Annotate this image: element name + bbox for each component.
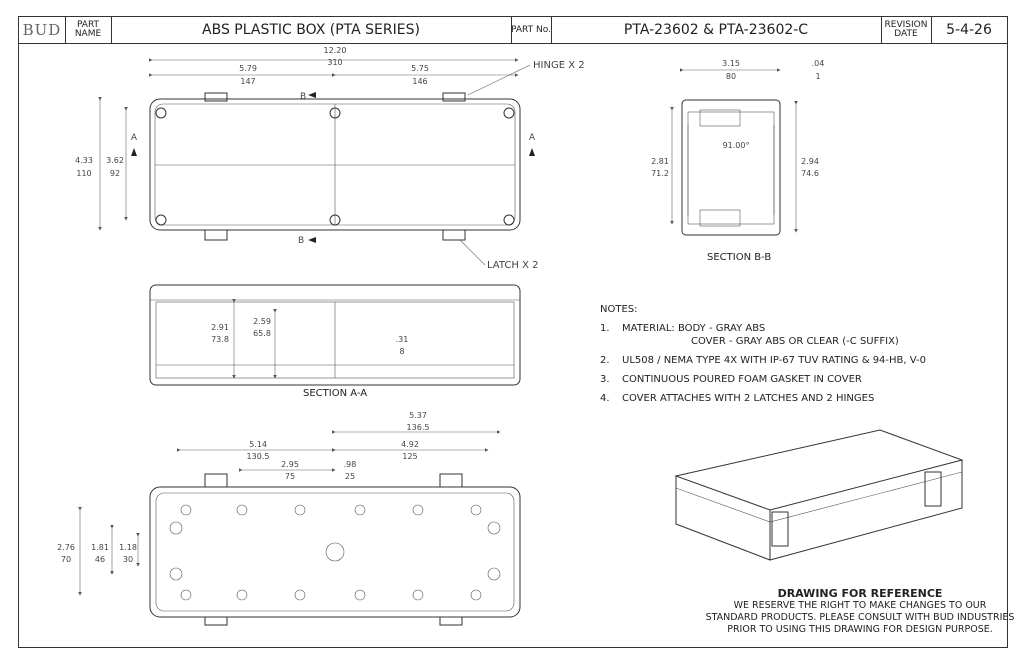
bb-h1-mm: 71.2 bbox=[651, 169, 669, 178]
top-view bbox=[75, 46, 585, 271]
aa-d1: 2.91 bbox=[211, 323, 229, 332]
section-aa-view bbox=[150, 285, 520, 385]
latch-callout: LATCH X 2 bbox=[487, 260, 539, 271]
bv-d: 2.95 bbox=[281, 460, 299, 469]
dim-overall: 12.20 bbox=[323, 46, 347, 55]
bb-h2: 2.94 bbox=[801, 157, 819, 166]
hinge-left bbox=[205, 93, 227, 101]
bv-b-mm: 130.5 bbox=[246, 452, 270, 461]
dim-left: 5.79 bbox=[239, 64, 257, 73]
dim-height: 4.33 bbox=[75, 156, 93, 165]
note-3-text: CONTINUOUS POURED FOAM GASKET IN COVER bbox=[622, 374, 862, 385]
dim-right: 5.75 bbox=[411, 64, 429, 73]
part-no: PTA-23602 & PTA-23602-C bbox=[551, 17, 882, 43]
bb-thk: .04 bbox=[811, 59, 825, 68]
bb-thk-mm: 1 bbox=[815, 72, 821, 81]
latch-left bbox=[205, 230, 227, 240]
bv-b: 5.14 bbox=[249, 440, 267, 449]
reference-line2: STANDARD PRODUCTS. PLEASE CONSULT WITH BUD INDUSTRIES bbox=[705, 612, 1015, 623]
reference-disclaimer bbox=[700, 588, 1020, 636]
aa-d2-mm: 65.8 bbox=[253, 329, 271, 338]
revision-date: 5-4-26 bbox=[946, 22, 992, 38]
note-4: 4. COVER ATTACHES WITH 2 LATCHES AND 2 HINGES bbox=[600, 393, 875, 404]
note-1-text: MATERIAL: BODY - GRAY ABS bbox=[622, 323, 766, 334]
aa-d3: .31 bbox=[395, 335, 409, 344]
bv-c-mm: 125 bbox=[402, 452, 418, 461]
dim-inner: 3.62 bbox=[106, 156, 124, 165]
note-4-text: COVER ATTACHES WITH 2 LATCHES AND 2 HINGES bbox=[622, 393, 875, 404]
section-b-bottom: B bbox=[298, 236, 305, 246]
section-aa-caption: SECTION A-A bbox=[303, 388, 368, 399]
part-name: ABS PLASTIC BOX (PTA SERIES) bbox=[111, 17, 512, 43]
bv-h: 1.18 bbox=[119, 543, 137, 552]
bud-logo: BUD bbox=[19, 17, 66, 43]
bottom-bosses bbox=[170, 505, 500, 600]
hinge-callout: HINGE X 2 bbox=[533, 60, 585, 71]
part-no-label: PART No. bbox=[511, 17, 552, 43]
bv-h-mm: 30 bbox=[122, 555, 134, 564]
section-b-top: B bbox=[300, 92, 307, 102]
bv-f: 2.76 bbox=[57, 543, 75, 552]
section-a-right: A bbox=[528, 133, 536, 143]
note-1-text2: COVER - GRAY ABS OR CLEAR (-C SUFFIX) bbox=[691, 336, 899, 347]
reference-line3: PRIOR TO USING THIS DRAWING FOR DESIGN PURPOSE. bbox=[727, 624, 993, 635]
bb-h2-mm: 74.6 bbox=[801, 169, 819, 178]
bv-d-mm: 75 bbox=[284, 472, 296, 481]
note-1: 1. MATERIAL: BODY - GRAY ABS COVER - GRAY ABS OR CLEAR (-C SUFFIX) bbox=[600, 323, 899, 347]
bb-angle: 91.00° bbox=[722, 141, 750, 150]
bb-h1: 2.81 bbox=[651, 157, 669, 166]
bb-width: 3.15 bbox=[722, 59, 740, 68]
bv-a-mm: 136.5 bbox=[406, 423, 430, 432]
part-name-label: PART NAME bbox=[65, 17, 112, 43]
dim-overall-mm: 310 bbox=[327, 58, 343, 67]
note-2-text: UL508 / NEMA TYPE 4X WITH IP-67 TUV RATING & 94-HB, V-0 bbox=[622, 355, 926, 366]
bv-f-mm: 70 bbox=[60, 555, 72, 564]
bv-e-mm: 25 bbox=[344, 472, 356, 481]
bv-e: .98 bbox=[343, 460, 357, 469]
aa-d1-mm: 73.8 bbox=[211, 335, 229, 344]
bv-a: 5.37 bbox=[409, 411, 427, 420]
bv-g-mm: 46 bbox=[94, 555, 106, 564]
reference-line1: WE RESERVE THE RIGHT TO MAKE CHANGES TO OUR bbox=[733, 600, 987, 611]
reference-heading: DRAWING FOR REFERENCE bbox=[777, 587, 943, 600]
note-3: 3. CONTINUOUS POURED FOAM GASKET IN COVER bbox=[600, 374, 862, 385]
dim-inner-mm: 92 bbox=[109, 169, 121, 178]
dim-left-mm: 147 bbox=[240, 77, 256, 86]
revision-label: REVISION DATE bbox=[881, 17, 932, 43]
bv-g: 1.81 bbox=[91, 543, 109, 552]
aa-d3-mm: 8 bbox=[399, 347, 405, 356]
section-a-left: A bbox=[130, 133, 138, 143]
latch-right bbox=[443, 230, 465, 240]
section-bb-view bbox=[651, 59, 824, 235]
note-2: 2. UL508 / NEMA TYPE 4X WITH IP-67 TUV RATING & 94-HB, V-0 bbox=[600, 355, 926, 366]
notes bbox=[600, 303, 926, 405]
section-bb-caption: SECTION B-B bbox=[707, 252, 772, 263]
notes-heading: NOTES: bbox=[600, 304, 638, 315]
bv-c: 4.92 bbox=[401, 440, 419, 449]
dim-height-mm: 110 bbox=[76, 169, 92, 178]
bottom-view bbox=[57, 411, 520, 625]
bb-width-mm: 80 bbox=[725, 72, 737, 81]
isometric-view bbox=[676, 430, 962, 560]
hinge-right bbox=[443, 93, 465, 101]
aa-d2: 2.59 bbox=[253, 317, 271, 326]
dim-right-mm: 146 bbox=[412, 77, 428, 86]
